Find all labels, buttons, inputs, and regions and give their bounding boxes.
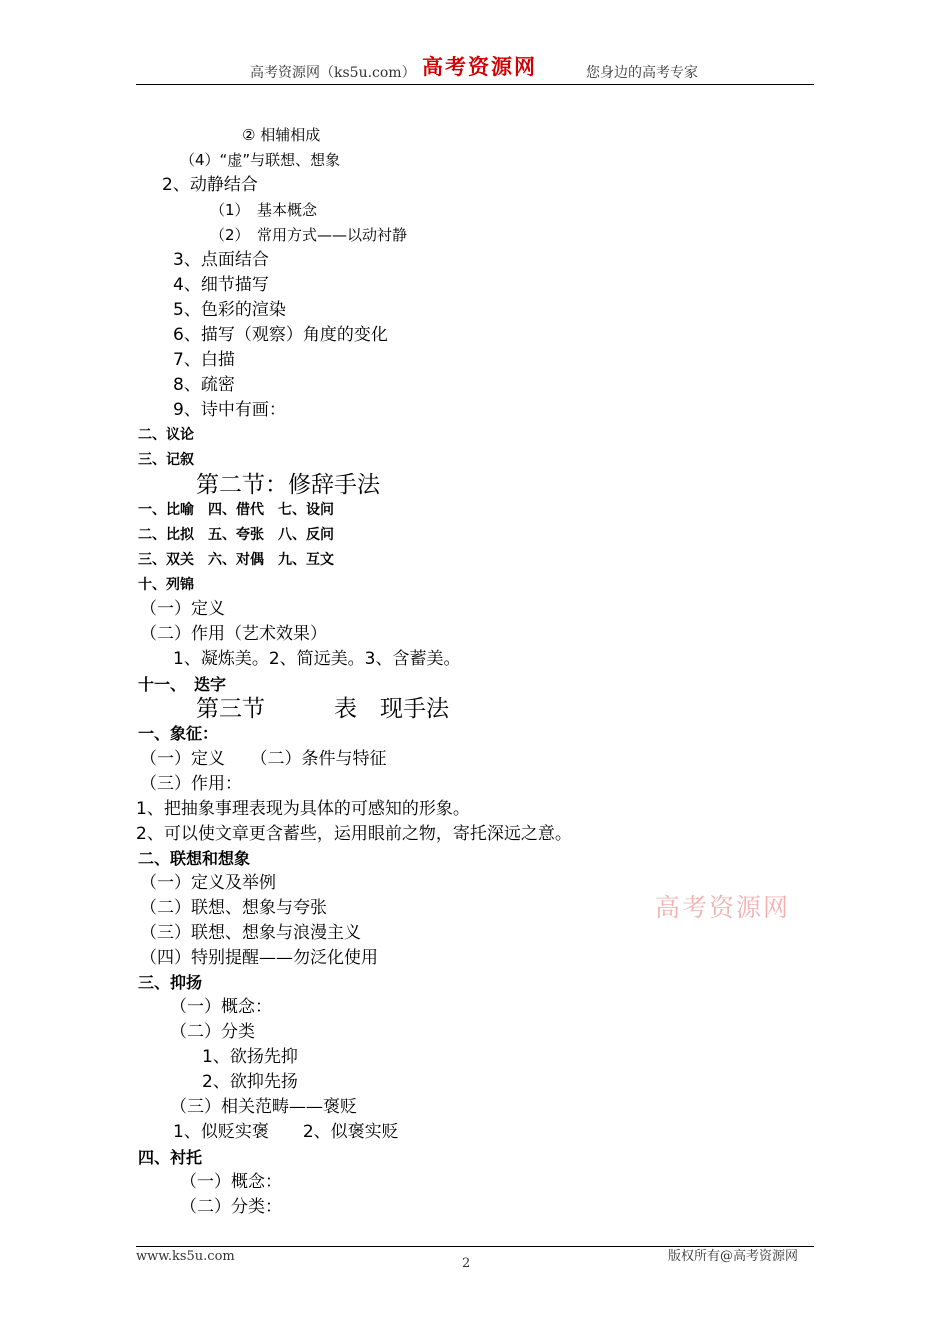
list-item: 三、记叙 <box>138 452 194 468</box>
list-item: 十、列锦 <box>138 577 194 593</box>
list-item: 6、描写（观察）角度的变化 <box>173 325 388 345</box>
footer-copyright: 版权所有@高考资源网 <box>668 1249 799 1264</box>
list-item: 2、动静结合 <box>162 175 258 195</box>
list-item: 三、双关 六、对偶 九、互文 <box>138 552 334 568</box>
list-item: 1、欲扬先抑 <box>202 1047 298 1067</box>
list-item: 9、诗中有画： <box>173 400 286 420</box>
list-item: （三）联想、想象与浪漫主义 <box>140 923 361 943</box>
list-item: ② 相辅相成 <box>242 126 321 144</box>
list-item: （二）联想、想象与夸张 <box>140 898 327 918</box>
list-item: 7、白描 <box>173 350 235 370</box>
header-logo: 高考资源网 <box>422 54 537 79</box>
list-item: 二、比拟 五、夸张 八、反问 <box>138 527 334 543</box>
footer-rule <box>136 1246 814 1247</box>
list-item: （二）分类： <box>180 1197 282 1217</box>
list-item: 二、议论 <box>138 427 194 443</box>
list-item: 四、衬托 <box>138 1148 203 1167</box>
list-item: 三、抑扬 <box>138 973 203 992</box>
section-heading: 第三节 表 现手法 <box>196 696 449 722</box>
list-item: 5、色彩的渲染 <box>173 300 286 320</box>
list-item: （四）特别提醒——勿泛化使用 <box>140 948 378 968</box>
footer-url-link[interactable]: www.ks5u.com <box>136 1249 235 1264</box>
list-item: 8、疏密 <box>173 375 235 395</box>
list-item: 2、可以使文章更含蓄些，运用眼前之物，寄托深远之意。 <box>136 824 572 844</box>
list-item: （二）作用（艺术效果） <box>140 624 327 644</box>
list-item: 一、象征： <box>138 724 219 743</box>
list-item: （一）定义及举例 <box>140 873 276 893</box>
list-item: 一、比喻 四、借代 七、设问 <box>138 502 334 518</box>
list-item: 1、似贬实褒 2、似褒实贬 <box>173 1122 399 1142</box>
list-item: （4）“虚”与联想、想象 <box>180 151 341 169</box>
list-item: 4、细节描写 <box>173 275 269 295</box>
header-rule <box>136 84 814 85</box>
list-item: 二、联想和想象 <box>138 849 251 868</box>
list-item: 十一、 迭字 <box>138 675 227 694</box>
header-site-name: 高考资源网（ks5u.com） <box>250 65 416 81</box>
list-item: （1） 基本概念 <box>210 201 318 219</box>
list-item: （三）相关范畴——褒贬 <box>170 1097 357 1117</box>
list-item: 1、把抽象事理表现为具体的可感知的形象。 <box>136 799 470 819</box>
list-item: （一）概念： <box>180 1172 282 1192</box>
section-heading: 第二节：修辞手法 <box>196 472 380 498</box>
list-item: （2） 常用方式——以动衬静 <box>210 226 408 244</box>
list-item: （一）定义 （二）条件与特征 <box>140 749 387 769</box>
list-item: （一）定义 <box>140 599 225 619</box>
list-item: （二）分类 <box>170 1022 255 1042</box>
list-item: （三）作用： <box>140 774 242 794</box>
list-item: 3、点面结合 <box>173 250 269 270</box>
list-item: （一）概念： <box>170 997 272 1017</box>
watermark: 高考资源网 <box>655 893 791 922</box>
list-item: 1、凝炼美。2、简远美。3、含蓄美。 <box>173 649 461 669</box>
page-number: 2 <box>462 1256 471 1271</box>
list-item: 2、欲抑先扬 <box>202 1072 298 1092</box>
header-tagline: 您身边的高考专家 <box>586 65 698 81</box>
